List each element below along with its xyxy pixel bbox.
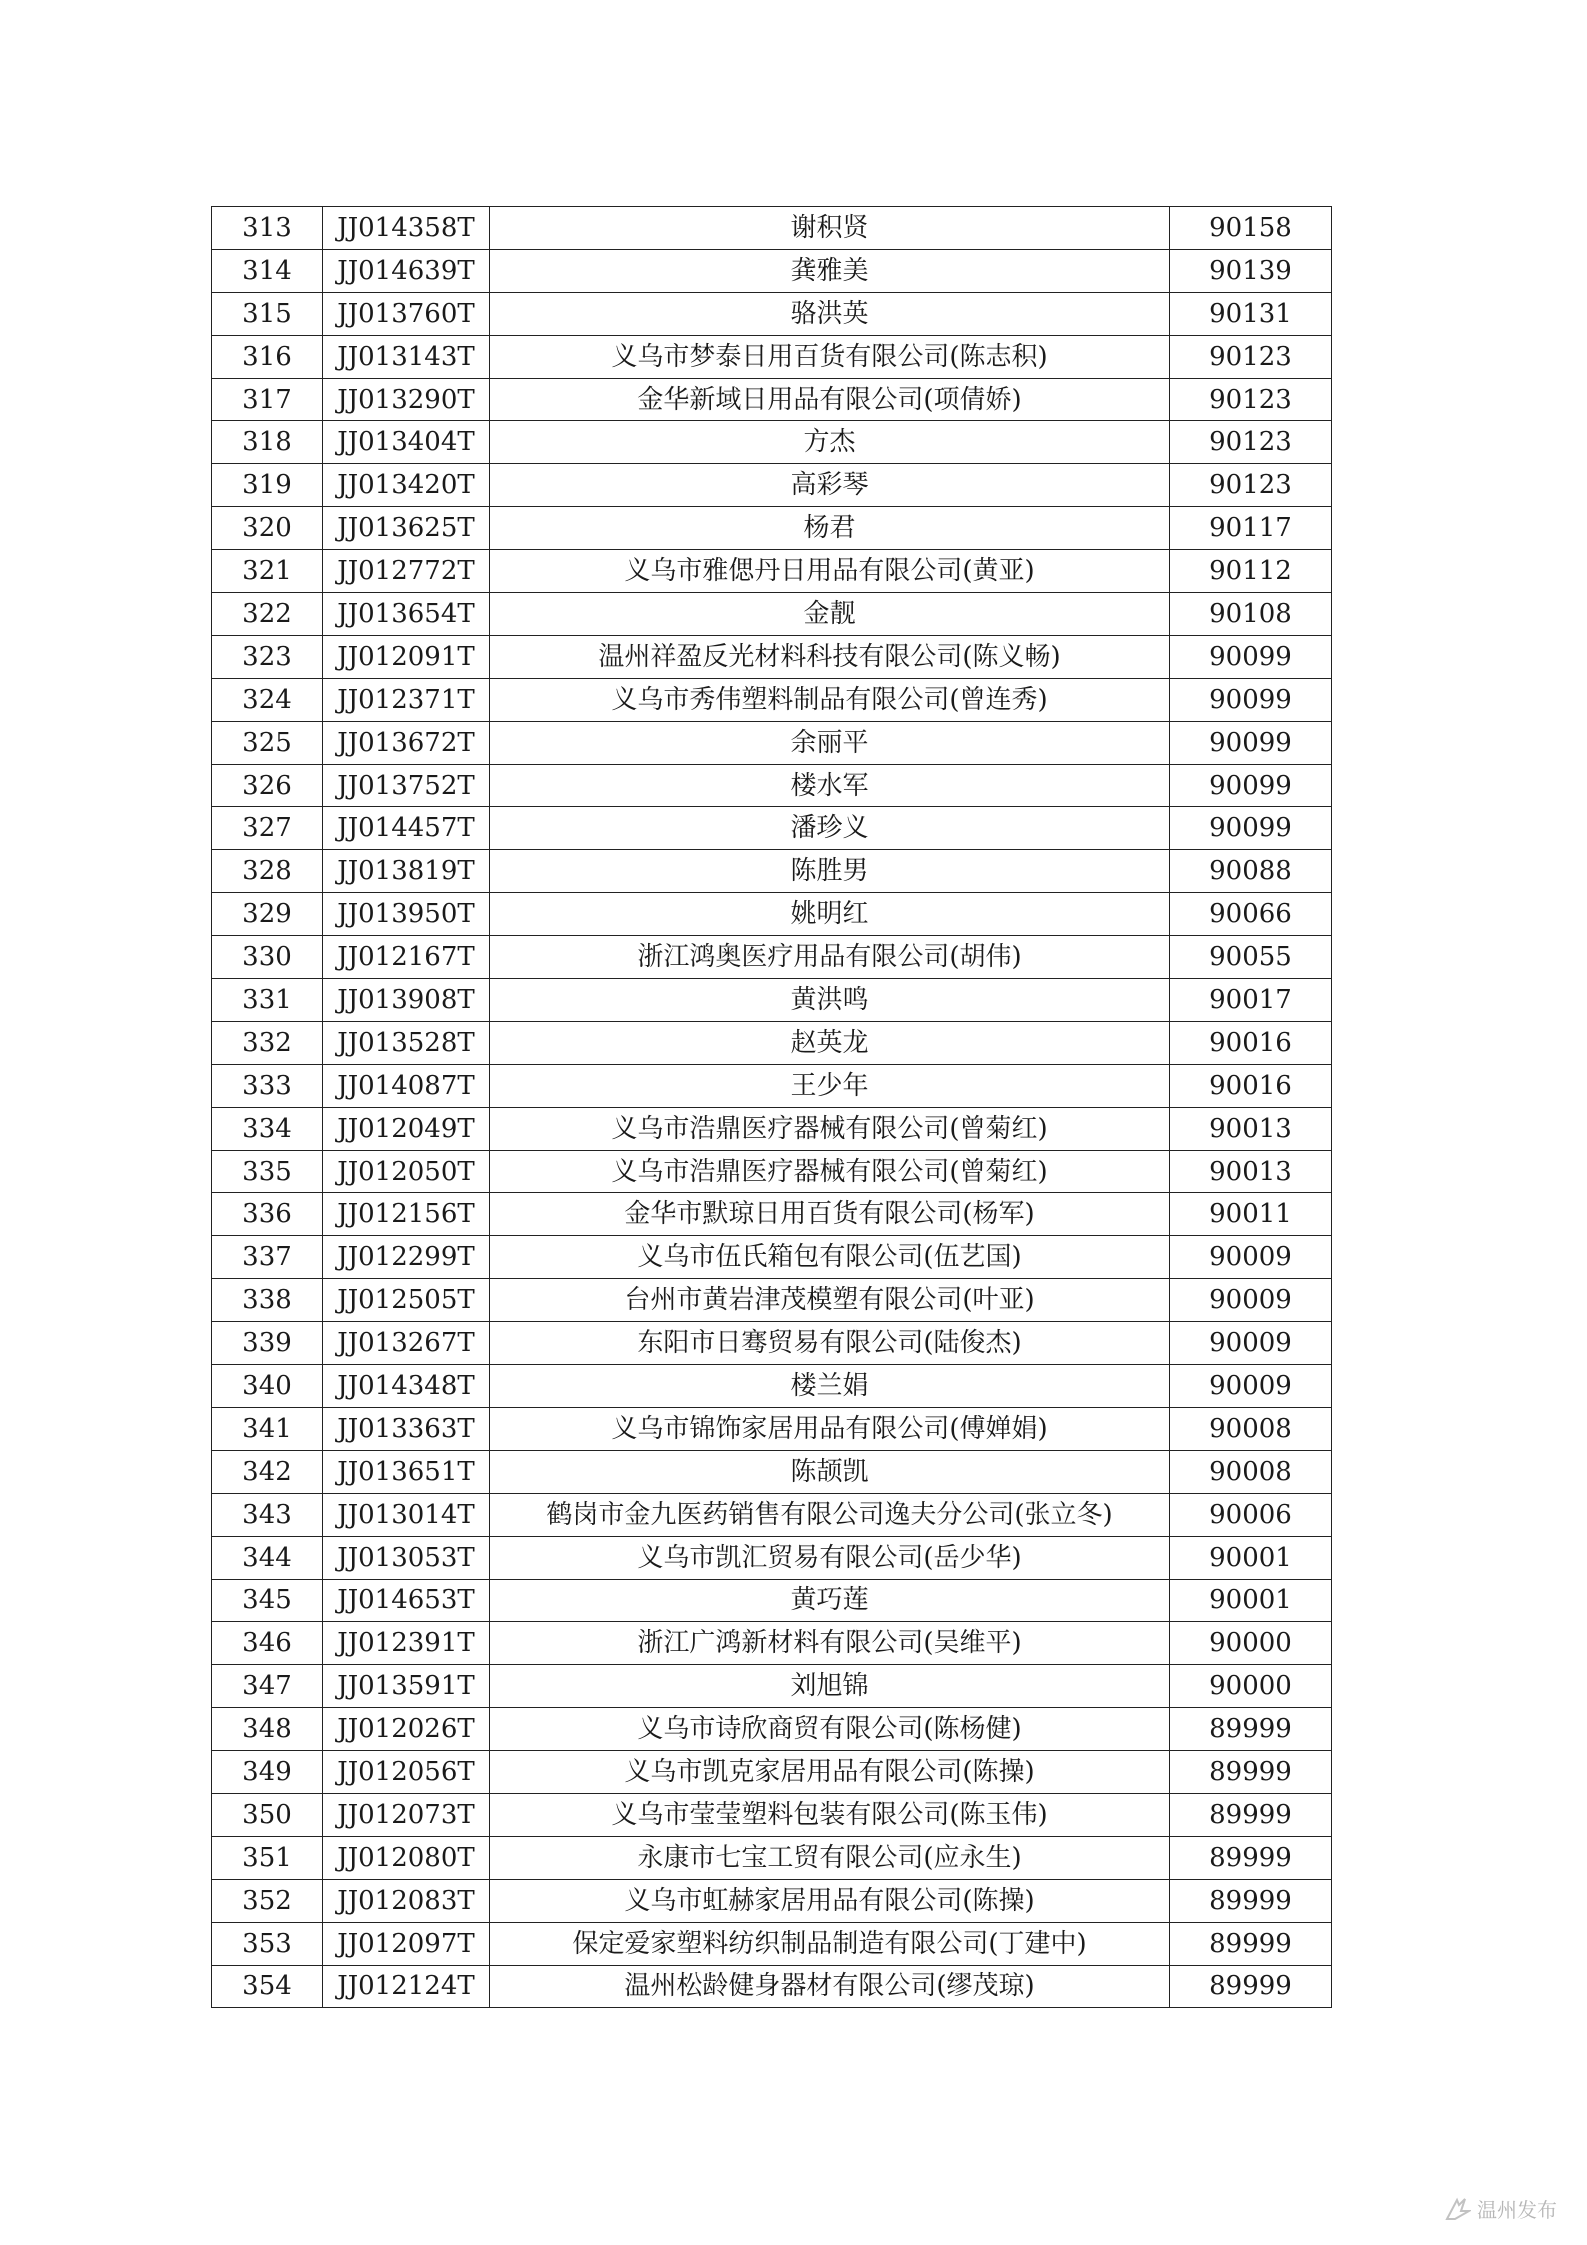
score-cell: 90009 xyxy=(1170,1322,1332,1365)
table-row xyxy=(212,1407,1332,1450)
name-cell: 东阳市日骞贸易有限公司(陆俊杰) xyxy=(490,1322,1170,1365)
name-cell: 义乌市浩鼎医疗器械有限公司(曾菊红) xyxy=(490,1150,1170,1193)
name-cell: 王少年 xyxy=(490,1064,1170,1107)
name-cell: 永康市七宝工贸有限公司(应永生) xyxy=(490,1836,1170,1879)
code-cell: JJ012050T xyxy=(323,1150,490,1193)
code-cell: JJ012049T xyxy=(323,1107,490,1150)
rank-cell: 320 xyxy=(212,507,323,550)
score-cell: 90123 xyxy=(1170,378,1332,421)
score-cell: 90099 xyxy=(1170,635,1332,678)
rank-cell: 324 xyxy=(212,678,323,721)
rank-cell: 332 xyxy=(212,1021,323,1064)
logo-icon xyxy=(1445,2197,1471,2221)
score-cell: 90016 xyxy=(1170,1021,1332,1064)
rank-cell: 337 xyxy=(212,1236,323,1279)
rank-cell: 318 xyxy=(212,421,323,464)
rank-cell: 346 xyxy=(212,1622,323,1665)
name-cell: 义乌市秀伟塑料制品有限公司(曾连秀) xyxy=(490,678,1170,721)
table-row xyxy=(212,378,1332,421)
score-cell: 90009 xyxy=(1170,1365,1332,1408)
table-row xyxy=(212,1493,1332,1536)
name-cell: 浙江广鸿新材料有限公司(吴维平) xyxy=(490,1622,1170,1665)
score-cell: 90000 xyxy=(1170,1665,1332,1708)
code-cell: JJ013404T xyxy=(323,421,490,464)
name-cell: 陈胜男 xyxy=(490,850,1170,893)
code-cell: JJ014087T xyxy=(323,1064,490,1107)
code-cell: JJ013290T xyxy=(323,378,490,421)
rank-cell: 313 xyxy=(212,207,323,250)
rank-cell: 345 xyxy=(212,1579,323,1622)
score-cell: 89999 xyxy=(1170,1751,1332,1794)
rank-cell: 325 xyxy=(212,721,323,764)
name-cell: 谢积贤 xyxy=(490,207,1170,250)
score-cell: 90001 xyxy=(1170,1536,1332,1579)
score-cell: 90108 xyxy=(1170,593,1332,636)
score-cell: 89999 xyxy=(1170,1708,1332,1751)
rank-cell: 340 xyxy=(212,1365,323,1408)
rank-cell: 354 xyxy=(212,1965,323,2008)
table-row xyxy=(212,850,1332,893)
score-cell: 90139 xyxy=(1170,249,1332,292)
table-row xyxy=(212,1365,1332,1408)
rank-cell: 344 xyxy=(212,1536,323,1579)
code-cell: JJ013363T xyxy=(323,1407,490,1450)
name-cell: 陈颉凯 xyxy=(490,1450,1170,1493)
table-row xyxy=(212,507,1332,550)
code-cell: JJ012124T xyxy=(323,1965,490,2008)
code-cell: JJ012156T xyxy=(323,1193,490,1236)
code-cell: JJ013654T xyxy=(323,593,490,636)
code-cell: JJ014457T xyxy=(323,807,490,850)
code-cell: JJ013760T xyxy=(323,292,490,335)
score-cell: 90099 xyxy=(1170,807,1332,850)
table-row xyxy=(212,807,1332,850)
score-cell: 90123 xyxy=(1170,335,1332,378)
rank-cell: 336 xyxy=(212,1193,323,1236)
rank-cell: 341 xyxy=(212,1407,323,1450)
name-cell: 楼兰娟 xyxy=(490,1365,1170,1408)
score-cell: 90008 xyxy=(1170,1450,1332,1493)
code-cell: JJ013053T xyxy=(323,1536,490,1579)
code-cell: JJ012083T xyxy=(323,1879,490,1922)
name-cell: 义乌市凯汇贸易有限公司(岳少华) xyxy=(490,1536,1170,1579)
rank-cell: 326 xyxy=(212,764,323,807)
code-cell: JJ013143T xyxy=(323,335,490,378)
score-cell: 90117 xyxy=(1170,507,1332,550)
name-cell: 方杰 xyxy=(490,421,1170,464)
name-cell: 温州祥盈反光材料科技有限公司(陈义畅) xyxy=(490,635,1170,678)
score-cell: 89999 xyxy=(1170,1879,1332,1922)
score-cell: 90009 xyxy=(1170,1236,1332,1279)
code-cell: JJ012391T xyxy=(323,1622,490,1665)
name-cell: 义乌市浩鼎医疗器械有限公司(曾菊红) xyxy=(490,1107,1170,1150)
code-cell: JJ013819T xyxy=(323,850,490,893)
rank-cell: 314 xyxy=(212,249,323,292)
code-cell: JJ012080T xyxy=(323,1836,490,1879)
table-row xyxy=(212,1665,1332,1708)
table-row xyxy=(212,1751,1332,1794)
score-cell: 90008 xyxy=(1170,1407,1332,1450)
table-row xyxy=(212,593,1332,636)
rank-cell: 338 xyxy=(212,1279,323,1322)
score-cell: 89999 xyxy=(1170,1836,1332,1879)
score-cell: 90088 xyxy=(1170,850,1332,893)
table-row xyxy=(212,249,1332,292)
table-row xyxy=(212,893,1332,936)
table-row xyxy=(212,1450,1332,1493)
code-cell: JJ014348T xyxy=(323,1365,490,1408)
name-cell: 台州市黄岩津茂模塑有限公司(叶亚) xyxy=(490,1279,1170,1322)
name-cell: 杨君 xyxy=(490,507,1170,550)
rank-cell: 331 xyxy=(212,979,323,1022)
rank-cell: 321 xyxy=(212,550,323,593)
table-row xyxy=(212,1021,1332,1064)
score-cell: 90006 xyxy=(1170,1493,1332,1536)
name-cell: 姚明红 xyxy=(490,893,1170,936)
table-row xyxy=(212,979,1332,1022)
table-row xyxy=(212,1107,1332,1150)
score-cell: 90055 xyxy=(1170,936,1332,979)
name-cell: 义乌市锦饰家居用品有限公司(傅婵娟) xyxy=(490,1407,1170,1450)
name-cell: 高彩琴 xyxy=(490,464,1170,507)
score-cell: 90013 xyxy=(1170,1107,1332,1150)
name-cell: 骆洪英 xyxy=(490,292,1170,335)
table-row xyxy=(212,1836,1332,1879)
name-cell: 义乌市莹莹塑料包装有限公司(陈玉伟) xyxy=(490,1793,1170,1836)
code-cell: JJ014358T xyxy=(323,207,490,250)
rank-cell: 352 xyxy=(212,1879,323,1922)
score-cell: 90123 xyxy=(1170,464,1332,507)
name-cell: 义乌市凯克家居用品有限公司(陈操) xyxy=(490,1751,1170,1794)
name-cell: 潘珍义 xyxy=(490,807,1170,850)
code-cell: JJ014653T xyxy=(323,1579,490,1622)
rank-cell: 343 xyxy=(212,1493,323,1536)
name-cell: 余丽平 xyxy=(490,721,1170,764)
table-row xyxy=(212,207,1332,250)
name-cell: 赵英龙 xyxy=(490,1021,1170,1064)
rank-cell: 342 xyxy=(212,1450,323,1493)
rank-cell: 319 xyxy=(212,464,323,507)
table-row xyxy=(212,335,1332,378)
rank-cell: 351 xyxy=(212,1836,323,1879)
score-cell: 90099 xyxy=(1170,764,1332,807)
score-cell: 89999 xyxy=(1170,1922,1332,1965)
table-row xyxy=(212,1879,1332,1922)
rank-cell: 322 xyxy=(212,593,323,636)
rank-cell: 329 xyxy=(212,893,323,936)
table-row xyxy=(212,764,1332,807)
table-row xyxy=(212,292,1332,335)
table-row xyxy=(212,1579,1332,1622)
name-cell: 金华新域日用品有限公司(项倩娇) xyxy=(490,378,1170,421)
name-cell: 金靓 xyxy=(490,593,1170,636)
code-cell: JJ013908T xyxy=(323,979,490,1022)
watermark xyxy=(1445,2194,1557,2223)
table-row xyxy=(212,635,1332,678)
table-row xyxy=(212,421,1332,464)
watermark-text: 温州发布 xyxy=(1477,2198,1557,2222)
code-cell: JJ012505T xyxy=(323,1279,490,1322)
rank-cell: 335 xyxy=(212,1150,323,1193)
score-cell: 90112 xyxy=(1170,550,1332,593)
score-cell: 90009 xyxy=(1170,1279,1332,1322)
table-body xyxy=(212,207,1332,2008)
code-cell: JJ012371T xyxy=(323,678,490,721)
name-cell: 温州松龄健身器材有限公司(缪茂琼) xyxy=(490,1965,1170,2008)
rank-cell: 348 xyxy=(212,1708,323,1751)
code-cell: JJ012056T xyxy=(323,1751,490,1794)
rank-cell: 316 xyxy=(212,335,323,378)
name-cell: 义乌市雅偲丹日用品有限公司(黄亚) xyxy=(490,550,1170,593)
rank-cell: 350 xyxy=(212,1793,323,1836)
name-cell: 鹤岗市金九医药销售有限公司逸夫分公司(张立冬) xyxy=(490,1493,1170,1536)
ranking-table xyxy=(211,206,1332,2008)
name-cell: 浙江鸿奥医疗用品有限公司(胡伟) xyxy=(490,936,1170,979)
name-cell: 义乌市虹赫家居用品有限公司(陈操) xyxy=(490,1879,1170,1922)
table-row xyxy=(212,721,1332,764)
rank-cell: 334 xyxy=(212,1107,323,1150)
rank-cell: 347 xyxy=(212,1665,323,1708)
table-row xyxy=(212,1922,1332,1965)
name-cell: 义乌市诗欣商贸有限公司(陈杨健) xyxy=(490,1708,1170,1751)
score-cell: 89999 xyxy=(1170,1793,1332,1836)
name-cell: 义乌市梦泰日用百货有限公司(陈志积) xyxy=(490,335,1170,378)
table-row xyxy=(212,1322,1332,1365)
name-cell: 黄巧莲 xyxy=(490,1579,1170,1622)
table-row xyxy=(212,1965,1332,2008)
code-cell: JJ013420T xyxy=(323,464,490,507)
code-cell: JJ013752T xyxy=(323,764,490,807)
code-cell: JJ013528T xyxy=(323,1021,490,1064)
score-cell: 90066 xyxy=(1170,893,1332,936)
code-cell: JJ013651T xyxy=(323,1450,490,1493)
code-cell: JJ012091T xyxy=(323,635,490,678)
table-row xyxy=(212,1622,1332,1665)
rank-cell: 339 xyxy=(212,1322,323,1365)
name-cell: 金华市默琼日用百货有限公司(杨军) xyxy=(490,1193,1170,1236)
score-cell: 90158 xyxy=(1170,207,1332,250)
score-cell: 90013 xyxy=(1170,1150,1332,1193)
code-cell: JJ012097T xyxy=(323,1922,490,1965)
rank-cell: 323 xyxy=(212,635,323,678)
code-cell: JJ012772T xyxy=(323,550,490,593)
table-row xyxy=(212,936,1332,979)
table-row xyxy=(212,1064,1332,1107)
score-cell: 90001 xyxy=(1170,1579,1332,1622)
score-cell: 90017 xyxy=(1170,979,1332,1022)
score-cell: 90131 xyxy=(1170,292,1332,335)
code-cell: JJ013267T xyxy=(323,1322,490,1365)
code-cell: JJ013625T xyxy=(323,507,490,550)
code-cell: JJ013591T xyxy=(323,1665,490,1708)
rank-cell: 349 xyxy=(212,1751,323,1794)
name-cell: 黄洪鸣 xyxy=(490,979,1170,1022)
code-cell: JJ012299T xyxy=(323,1236,490,1279)
score-cell: 90099 xyxy=(1170,678,1332,721)
code-cell: JJ013950T xyxy=(323,893,490,936)
rank-cell: 333 xyxy=(212,1064,323,1107)
score-cell: 89999 xyxy=(1170,1965,1332,2008)
table-row xyxy=(212,1536,1332,1579)
table-row xyxy=(212,678,1332,721)
code-cell: JJ012167T xyxy=(323,936,490,979)
name-cell: 楼水军 xyxy=(490,764,1170,807)
score-cell: 90123 xyxy=(1170,421,1332,464)
table-row xyxy=(212,1236,1332,1279)
rank-cell: 330 xyxy=(212,936,323,979)
rank-cell: 353 xyxy=(212,1922,323,1965)
table-row xyxy=(212,464,1332,507)
name-cell: 义乌市伍氏箱包有限公司(伍艺国) xyxy=(490,1236,1170,1279)
code-cell: JJ012073T xyxy=(323,1793,490,1836)
name-cell: 保定爱家塑料纺织制品制造有限公司(丁建中) xyxy=(490,1922,1170,1965)
table-row xyxy=(212,1279,1332,1322)
rank-cell: 317 xyxy=(212,378,323,421)
table-row xyxy=(212,1193,1332,1236)
rank-cell: 315 xyxy=(212,292,323,335)
rank-cell: 328 xyxy=(212,850,323,893)
code-cell: JJ013014T xyxy=(323,1493,490,1536)
table-row xyxy=(212,1150,1332,1193)
name-cell: 刘旭锦 xyxy=(490,1665,1170,1708)
code-cell: JJ014639T xyxy=(323,249,490,292)
score-cell: 90099 xyxy=(1170,721,1332,764)
rank-cell: 327 xyxy=(212,807,323,850)
table-row xyxy=(212,1793,1332,1836)
name-cell: 龚雅美 xyxy=(490,249,1170,292)
table-row xyxy=(212,1708,1332,1751)
score-cell: 90000 xyxy=(1170,1622,1332,1665)
code-cell: JJ013672T xyxy=(323,721,490,764)
table-row xyxy=(212,550,1332,593)
code-cell: JJ012026T xyxy=(323,1708,490,1751)
score-cell: 90011 xyxy=(1170,1193,1332,1236)
score-cell: 90016 xyxy=(1170,1064,1332,1107)
